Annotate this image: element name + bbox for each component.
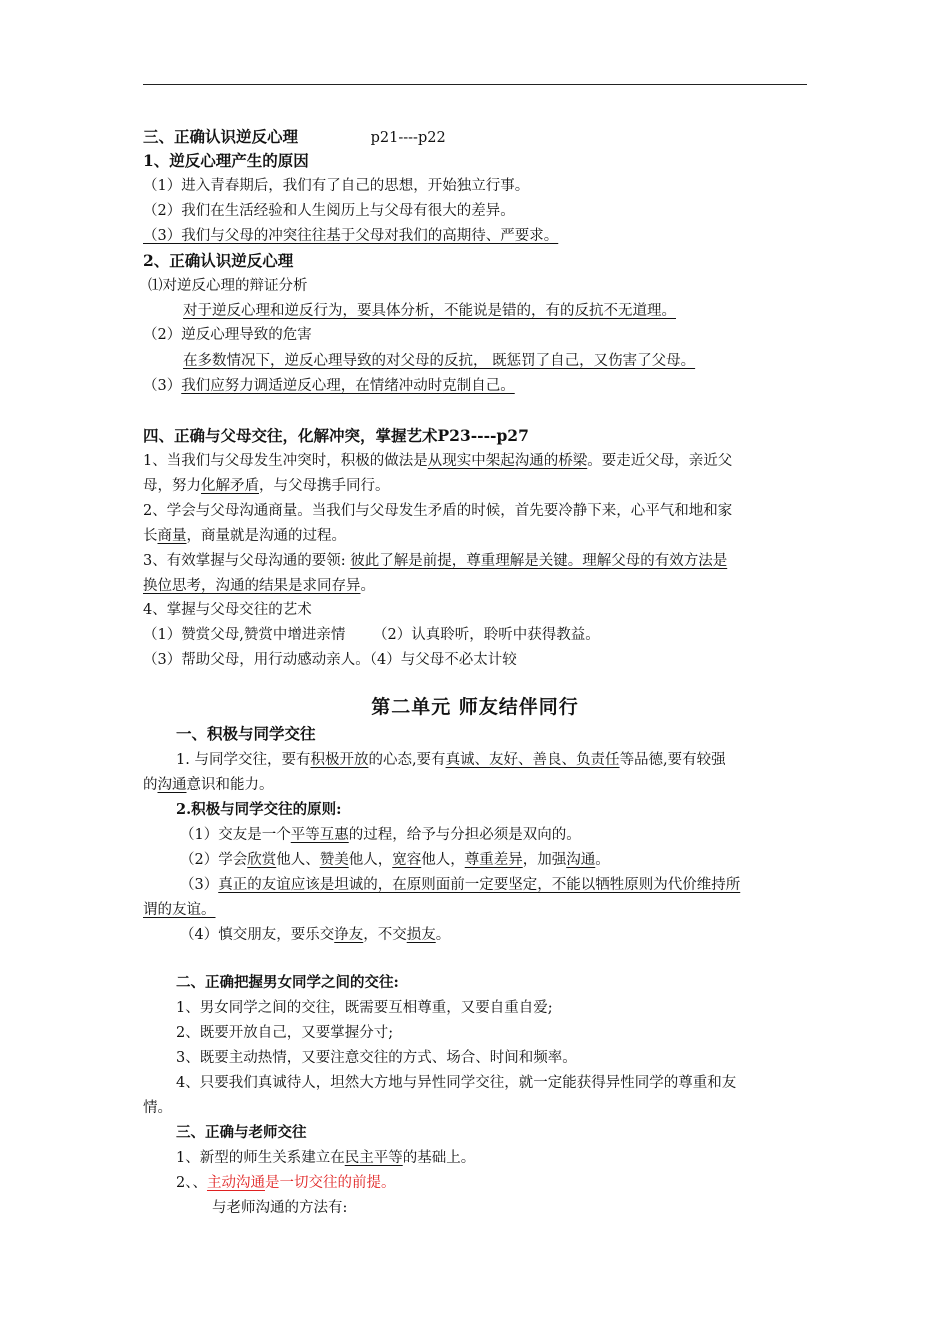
list-item xyxy=(180,875,740,895)
text: 的 xyxy=(143,777,158,793)
list-item: （3）我们与父母的冲突往往基于父母对我们的高期待、严要求。 xyxy=(143,228,559,244)
underlined-text: 商量 xyxy=(157,528,187,544)
underlined-text: 从现实中架起沟通的桥梁 xyxy=(427,453,588,469)
highlighted-text: 主动沟通 xyxy=(206,1175,265,1191)
section-three-heading xyxy=(143,127,446,148)
text: 等品德,要有较强 xyxy=(619,752,726,768)
underlined-text: 损友 xyxy=(406,927,436,943)
paragraph-line xyxy=(143,526,346,546)
subheading: 1、逆反心理产生的原因 xyxy=(143,151,309,170)
list-item: ⑴对逆反心理的辩证分析 xyxy=(148,278,308,294)
underlined-text: 沟通 xyxy=(566,852,596,868)
text: 。 xyxy=(435,927,451,943)
section-heading: 三、正确与老师交往 xyxy=(176,1124,307,1141)
subheading: 2、正确认识逆反心理 xyxy=(143,251,294,270)
text: ，不交 xyxy=(363,927,407,943)
text: 意识和能力。 xyxy=(186,777,274,793)
list-item: 情。 xyxy=(143,1100,172,1116)
paragraph: 对于逆反心理和逆反行为，要具体分析，不能说是错的，有的反抗不无道理。 xyxy=(183,303,676,319)
text: 的心态,要有 xyxy=(368,752,446,768)
text: 的基础上。 xyxy=(402,1150,476,1166)
list-item xyxy=(176,1148,475,1168)
subheading: 2.积极与同学交往的原则: xyxy=(176,801,342,818)
list-item: 4、掌握与父母交往的艺术 xyxy=(143,602,312,618)
paragraph-line xyxy=(143,775,274,795)
underlined-text: 彼此了解是前提，尊重理解是关键。理解父母的有效方法是 xyxy=(350,553,728,569)
text: （4）慎交朋友，要乐交 xyxy=(180,927,335,943)
header-rule xyxy=(143,84,807,85)
underlined-text: 宽容 xyxy=(392,852,422,868)
text: 他人， xyxy=(421,852,465,868)
text: 母，努力 xyxy=(143,478,201,494)
text: ，商量就是沟通的过程。 xyxy=(186,528,346,544)
list-item: 1、男女同学之间的交往，既需要互相尊重，又要自重自爱; xyxy=(176,1000,553,1016)
underlined-text: 诤友 xyxy=(334,927,364,943)
list-item: 4、只要我们真诚待人，坦然大方地与异性同学交往，就一定能获得异性同学的尊重和友 xyxy=(176,1075,737,1091)
list-item: 2、既要开放自己，又要掌握分寸; xyxy=(176,1025,394,1041)
underlined-text: 民主平等 xyxy=(344,1150,403,1166)
text: 2、、 xyxy=(176,1175,207,1191)
underlined-text: 换位思考，沟通的结果是求同存异 xyxy=(143,578,361,594)
paragraph-line xyxy=(143,476,390,496)
text: ，与父母携手同行。 xyxy=(259,478,390,494)
text: 长 xyxy=(143,528,158,544)
list-item xyxy=(176,1173,395,1193)
list-number: （3） xyxy=(143,378,182,394)
list-item: （3）帮助父母，用行动感动亲人。（4）与父母不必太计较 xyxy=(143,652,517,668)
section-heading: 一、积极与同学交往 xyxy=(176,724,316,743)
paragraph: 在多数情况下，逆反心理导致的对父母的反抗， 既惩罚了自己，又伤害了父母。 xyxy=(183,353,696,369)
text: 他人， xyxy=(348,852,393,868)
list-item xyxy=(143,376,515,396)
list-item xyxy=(180,925,450,945)
section-heading: 二、正确把握男女同学之间的交往: xyxy=(176,974,399,991)
underlined-text: 我们应努力调适逆反心理，在情绪冲动时克制自己。 xyxy=(181,378,515,394)
text: 3、有效掌握与父母沟通的要领: xyxy=(143,553,351,569)
text: （3） xyxy=(180,877,219,893)
paragraph-line xyxy=(143,576,375,596)
text: （2）学会 xyxy=(180,852,248,868)
underlined-text: 沟通 xyxy=(157,777,187,793)
list-item: （2）我们在生活经验和人生阅历上与父母有很大的差异。 xyxy=(143,203,515,219)
underlined-text: 化解矛盾 xyxy=(201,478,259,494)
paragraph-line xyxy=(143,551,727,571)
underlined-text: 平等互惠 xyxy=(290,827,349,843)
text: ，加强 xyxy=(522,852,567,868)
paragraph-line: 2、学会与父母沟通商量。当我们与父母发生矛盾的时候，首先要冷静下来，心平气和地和家 xyxy=(143,503,733,519)
list-item xyxy=(180,825,581,845)
list-item: 3、既要主动热情，又要注意交往的方式、场合、时间和频率。 xyxy=(176,1050,577,1066)
underlined-text: 真诚、友好、善良、负责任 xyxy=(445,752,620,768)
highlighted-text: 是一切交往的前提。 xyxy=(264,1175,396,1191)
underlined-text: 尊重差异 xyxy=(464,852,523,868)
list-item: 与老师沟通的方法有: xyxy=(212,1200,348,1216)
unit-title: 第二单元 师友结伴同行 xyxy=(371,696,579,718)
list-item: （1）进入青春期后，我们有了自己的思想，开始独立行事。 xyxy=(143,178,530,194)
underlined-text: 欣赏 xyxy=(247,852,277,868)
section-title: 三、正确认识逆反心理 xyxy=(143,127,299,146)
underlined-text: 赞美 xyxy=(319,852,349,868)
text: 。 xyxy=(595,852,610,868)
list-item xyxy=(180,850,610,870)
underlined-text: 真正的友谊应该是坦诚的，在原则面前一定要坚定，不能以牺牲原则为代价维持所 xyxy=(218,877,741,893)
section-four-heading: 四、正确与父母交往，化解冲突，掌握艺术P23----p27 xyxy=(143,426,529,445)
text: 的过程，给予与分担必须是双向的。 xyxy=(348,827,581,843)
text: 1、新型的师生关系建立在 xyxy=(176,1150,345,1166)
paragraph-line xyxy=(176,750,726,770)
underlined-text: 谓的友谊。 xyxy=(143,902,216,918)
text: （1）交友是一个 xyxy=(180,827,291,843)
paragraph-line xyxy=(143,451,732,471)
underlined-text: 积极开放 xyxy=(310,752,369,768)
text: 他人、 xyxy=(276,852,320,868)
page-range: p21----p22 xyxy=(370,130,446,146)
text: 。要走近父母，亲近父 xyxy=(587,453,733,469)
text: 1、当我们与父母发生冲突时，积极的做法是 xyxy=(143,453,428,469)
text: 。 xyxy=(360,578,375,594)
list-item: （2）逆反心理导致的危害 xyxy=(143,327,312,343)
list-item: （1）赞赏父母,赞赏中增进亲情 （2）认真聆听，聆听中获得教益。 xyxy=(143,627,600,643)
text: 1. 与同学交往，要有 xyxy=(176,752,311,768)
